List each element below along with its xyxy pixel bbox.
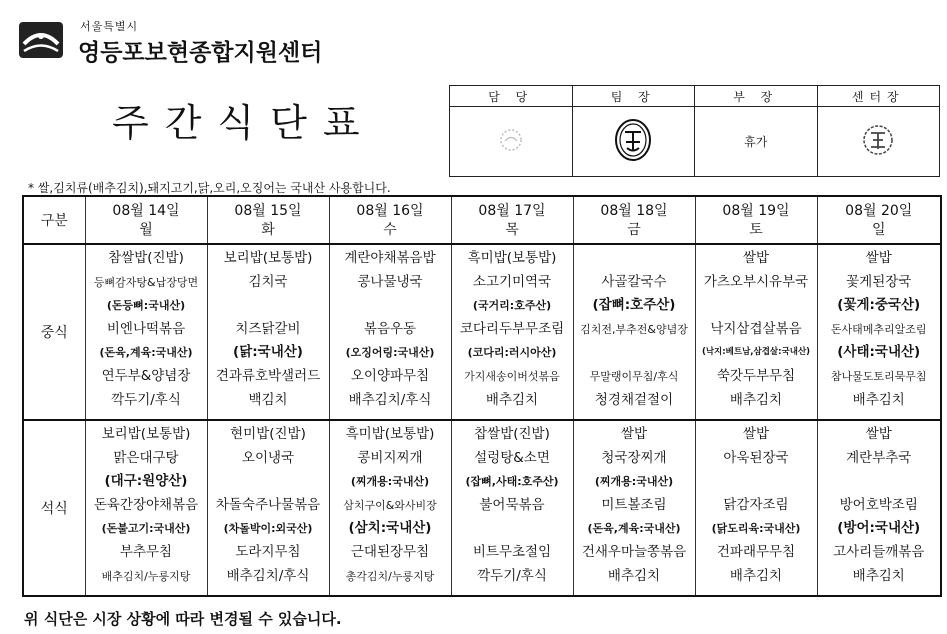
approval-sign-manager: 휴가 xyxy=(695,107,818,177)
seal-icon xyxy=(613,118,653,162)
menu-item: 오이양파무침 xyxy=(350,367,430,384)
approval-role-staff: 담 당 xyxy=(450,86,573,107)
menu-item: 보리밥(보통밥) xyxy=(101,426,191,442)
menu-item: 김치국 xyxy=(248,273,288,290)
menu-item: 깍두기/후식 xyxy=(111,391,181,408)
approval-role-manager: 부 장 xyxy=(695,86,818,107)
menu-item: (낙지:베트남,삼겹살:국내산) xyxy=(701,347,811,358)
menu-item: 소고기미역국 xyxy=(472,273,552,290)
day-header: 08월 15일 화 xyxy=(207,196,329,244)
signature-icon xyxy=(496,125,526,155)
menu-cell xyxy=(207,420,329,596)
page-title: 주간식단표 xyxy=(112,101,376,145)
menu-item: 배추김치 xyxy=(607,567,661,584)
approval-role-team-lead: 팀 장 xyxy=(572,86,695,107)
menu-cell xyxy=(451,244,573,420)
menu-item: 김치전,부추전&양념장 xyxy=(580,322,688,336)
menu-item: 닭감자조림 xyxy=(723,496,789,513)
gubun-header: 구분 xyxy=(23,196,85,244)
menu-item: 배추김치 xyxy=(729,391,783,408)
menu-cell xyxy=(207,244,329,420)
menu-item: 차돌숙주나물볶음 xyxy=(215,496,321,513)
menu-item: 배추김치/후식 xyxy=(226,567,310,584)
menu-item: 비엔나떡볶음 xyxy=(106,320,186,337)
footer-notice: 위 식단은 시장 상황에 따라 변경될 수 있습니다. xyxy=(24,610,342,628)
dinner-row xyxy=(23,420,941,596)
menu-item: 건파래무무침 xyxy=(716,543,796,560)
menu-item: 현미밥(진밥) xyxy=(230,426,306,442)
approval-role-director: 센터장 xyxy=(817,86,940,107)
menu-item: 설렁탕&소면 xyxy=(474,449,550,466)
menu-item: (차돌박이:외국산) xyxy=(223,522,313,536)
menu-cell xyxy=(817,420,941,596)
approval-sign-team-lead xyxy=(572,107,695,177)
menu-item: 맑은대구탕 xyxy=(113,449,179,466)
menu-item: 도라지무침 xyxy=(235,543,301,560)
menu-cell xyxy=(329,244,451,420)
menu-item: 청국장찌개 xyxy=(601,449,667,466)
org-header xyxy=(18,14,358,64)
menu-item: (돈등뼈:국내산) xyxy=(106,299,186,313)
menu-item: (돈육,계육:국내산) xyxy=(99,346,193,360)
menu-item: 방어호박조림 xyxy=(839,496,918,513)
seoul-logo-icon xyxy=(18,20,64,60)
meal-label: 중식 xyxy=(23,244,85,420)
menu-cell xyxy=(85,244,207,420)
menu-item: (돈육,계육:국내산) xyxy=(587,522,681,536)
menu-item: 참쌀밥(진밥) xyxy=(108,250,184,266)
approval-sign-director xyxy=(817,107,940,177)
menu-item xyxy=(330,294,451,318)
menu-item: 삼치구이&와사비장 xyxy=(343,498,437,512)
menu-item: 배추김치 xyxy=(852,567,905,584)
menu-item: 백김치 xyxy=(248,391,288,408)
day-header: 08월 19일 토 xyxy=(695,196,817,244)
menu-item: 콩비지찌개 xyxy=(357,449,423,466)
menu-item: 무말랭이무침/후식 xyxy=(589,369,679,383)
menu-item: 근대된장무침 xyxy=(350,543,430,560)
menu-item: 사골칼국수 xyxy=(601,273,667,290)
menu-item: 코다리두부무조림 xyxy=(459,320,565,337)
day-header: 08월 16일 수 xyxy=(329,196,451,244)
menu-item: 깍두기/후식 xyxy=(477,567,547,584)
menu-item: 부추무침 xyxy=(119,543,173,560)
menu-item: (대구:원양산) xyxy=(104,473,188,490)
menu-cell xyxy=(573,420,695,596)
menu-item: 청경채겉절이 xyxy=(594,391,674,408)
menu-item: 보리밥(보통밥) xyxy=(223,250,313,266)
menu-item: 쌀밥 xyxy=(742,250,770,266)
menu-item: 등뼈감자탕&납장당면 xyxy=(93,275,199,289)
meal-label: 석식 xyxy=(23,420,85,596)
menu-item: 흑미밥(보통밥) xyxy=(345,426,435,442)
menu-item: 쌀밥 xyxy=(620,426,648,442)
menu-item: (찌개용:국내산) xyxy=(350,475,430,489)
menu-item: 배추김치 xyxy=(485,391,539,408)
menu-item: (오징어링:국내산) xyxy=(345,346,435,360)
menu-item xyxy=(208,294,329,318)
menu-item: 계란야채볶음밥 xyxy=(344,250,436,266)
menu-item xyxy=(696,470,817,494)
weekly-menu-table xyxy=(22,195,942,597)
menu-item: 돈육간장야채볶음 xyxy=(93,496,199,513)
lunch-row xyxy=(23,244,941,420)
menu-item: 볶음우동 xyxy=(363,320,417,337)
menu-item: 꽃게된장국 xyxy=(846,273,912,290)
menu-cell xyxy=(451,420,573,596)
day-header: 08월 20일 일 xyxy=(817,196,941,244)
menu-item: 건새우마늘쫑볶음 xyxy=(581,543,687,560)
menu-cell xyxy=(695,244,817,420)
menu-item: 참나물도토리묵무침 xyxy=(830,369,927,383)
menu-item: (국거리:호주산) xyxy=(472,299,552,313)
org-city: 서울특별시 xyxy=(80,20,139,33)
menu-item: 배추김치 xyxy=(729,567,783,584)
menu-item: (코다리:러시아산) xyxy=(467,346,557,360)
seal-icon xyxy=(861,121,895,159)
menu-cell xyxy=(695,420,817,596)
menu-item: 쌀밥 xyxy=(865,426,892,442)
menu-item: 미트볼조림 xyxy=(601,496,667,513)
menu-item: 고사리들깨볶음 xyxy=(833,543,925,560)
menu-item: (삼치:국내산) xyxy=(348,520,432,537)
menu-item: 배추김치 xyxy=(852,391,905,408)
menu-item: 연두부&양념장 xyxy=(101,367,191,384)
menu-item: 흑미밥(보통밥) xyxy=(467,250,557,266)
menu-item: 아욱된장국 xyxy=(723,449,789,466)
menu-item xyxy=(696,294,817,318)
menu-item: 오이냉국 xyxy=(241,449,295,466)
menu-item: 콩나물냉국 xyxy=(357,273,423,290)
menu-item: 돈사태메추리알조림 xyxy=(830,322,927,336)
org-name: 영등포보현종합지원센터 xyxy=(78,40,323,66)
origin-note: * 쌀,김치류(배추김치),돼지고기,닭,오리,오징어는 국내산 사용합니다. xyxy=(28,181,391,195)
menu-item: (돈불고기:국내산) xyxy=(101,522,191,536)
menu-item: 배추김치/후식 xyxy=(348,391,432,408)
menu-item xyxy=(452,517,573,541)
menu-item: 계란부추국 xyxy=(846,449,912,466)
menu-cell xyxy=(573,244,695,420)
menu-item: (잡뼈:호주산) xyxy=(592,297,676,314)
menu-item: (닭:국내산) xyxy=(233,344,303,361)
day-header: 08월 17일 목 xyxy=(451,196,573,244)
menu-item: 가츠오부시유부국 xyxy=(703,273,809,290)
menu-item: (꽃게:중국산) xyxy=(837,297,921,314)
menu-item: (닭도리육:국내산) xyxy=(711,522,801,536)
menu-item: 치즈닭갈비 xyxy=(235,320,301,337)
menu-item: (사태:국내산) xyxy=(837,344,921,361)
menu-item: 총각김치/누룽지탕 xyxy=(345,569,435,583)
menu-item xyxy=(818,470,941,494)
menu-item: (찌개용:국내산) xyxy=(594,475,674,489)
menu-item: 배추김치/누룽지탕 xyxy=(101,569,191,583)
menu-item: (잡뼈,사태:호주산) xyxy=(465,475,559,489)
menu-item: 불어묵볶음 xyxy=(479,496,545,513)
menu-item: 쑥갓두부무침 xyxy=(716,367,796,384)
menu-cell xyxy=(329,420,451,596)
menu-item: 쌀밥 xyxy=(865,250,892,266)
day-header: 08월 14일 월 xyxy=(85,196,207,244)
menu-item: (방어:국내산) xyxy=(837,520,921,537)
approval-box xyxy=(449,85,940,177)
menu-item: 비트무초절임 xyxy=(472,543,552,560)
menu-item: 찹쌀밥(진밥) xyxy=(474,426,550,442)
menu-item: 쌀밥 xyxy=(742,426,770,442)
menu-item xyxy=(208,470,329,494)
day-header: 08월 18일 금 xyxy=(573,196,695,244)
menu-cell xyxy=(817,244,941,420)
menu-cell xyxy=(85,420,207,596)
approval-sign-staff xyxy=(450,107,573,177)
menu-item xyxy=(574,341,695,365)
menu-item xyxy=(574,247,695,271)
menu-item: 낙지삼겹살볶음 xyxy=(710,320,802,337)
menu-item: 견과류호박샐러드 xyxy=(215,367,321,384)
menu-item: 가지새송이버섯볶음 xyxy=(464,369,560,383)
